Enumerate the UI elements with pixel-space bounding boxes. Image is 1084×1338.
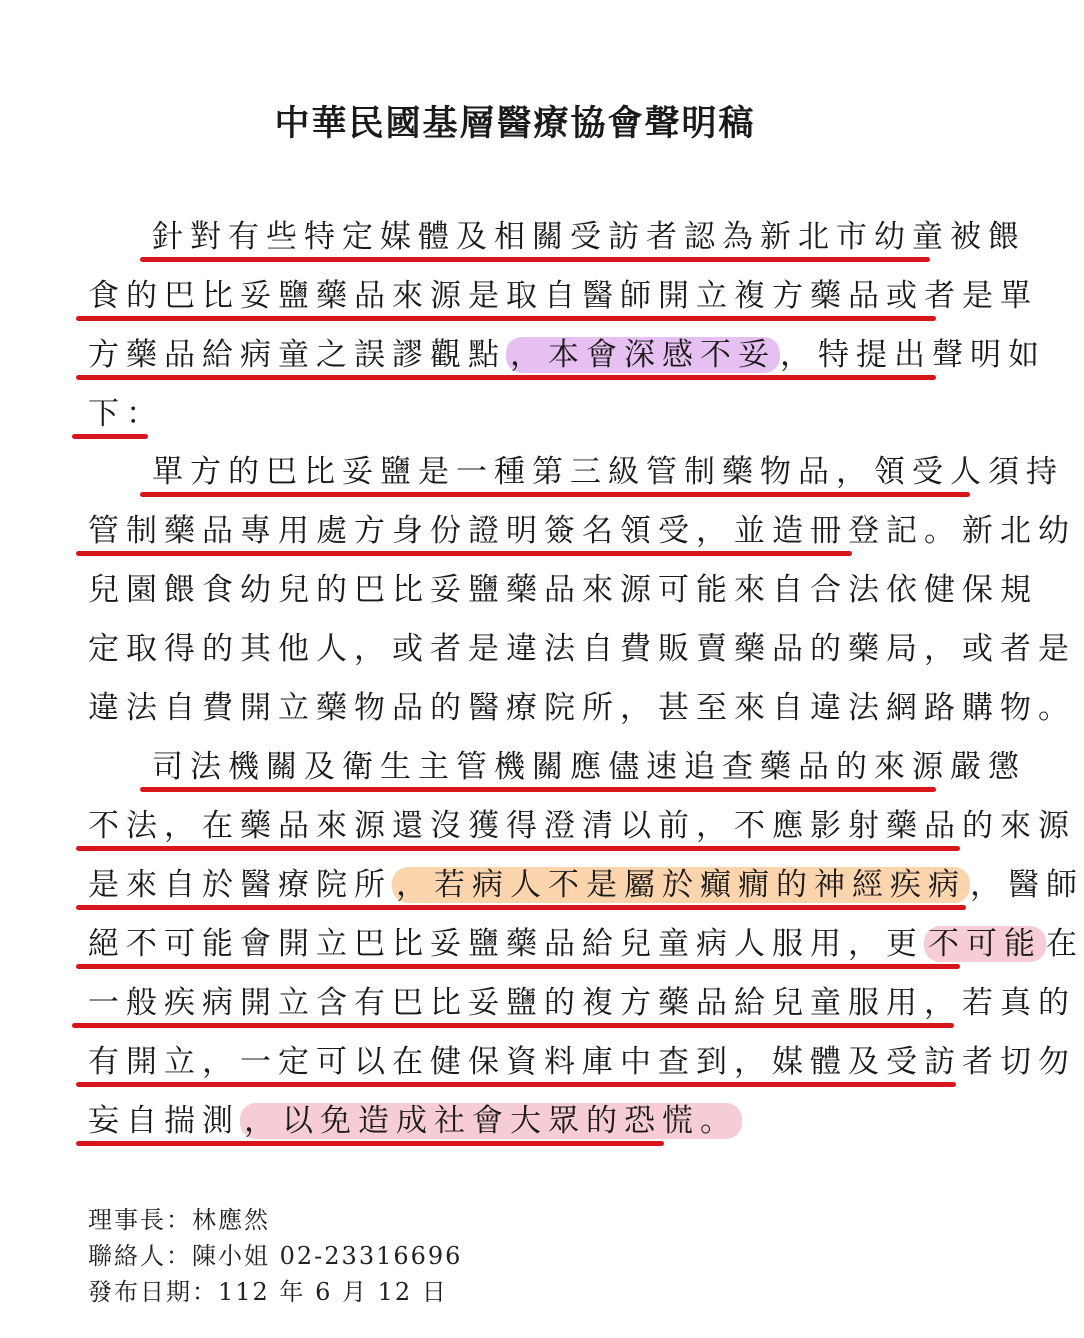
red-underline: [72, 434, 148, 439]
p1-line2: 食的巴比妥鹽藥品來源是取自醫師開立複方藥品或者是單: [88, 278, 1038, 314]
p3-line3: [88, 865, 1084, 905]
p2-line1: 單方的巴比妥鹽是一種第三級管制藥物品，領受人須持: [152, 454, 1064, 490]
p1-line3-text-a: 方藥品給病童之誤謬觀點: [88, 337, 506, 373]
p3-line2: 不法，在藥品來源還沒獲得澄清以前，不應影射藥品的來源: [88, 808, 1076, 844]
p3-line3-text-b: ，醫師: [970, 867, 1084, 903]
p2-line3: 兒園餵食幼兒的巴比妥鹽藥品來源可能來自合法依健保規: [88, 572, 1038, 608]
red-underline: [72, 1023, 954, 1028]
page-title: 中華民國基層醫療協會聲明稿: [274, 104, 756, 144]
p3-line5: 一般疾病開立含有巴比妥鹽的複方藥品給兒童服用，若真的: [88, 985, 1076, 1021]
p2-line4: 定取得的其他人，或者是違法自費販賣藥品的藥局，或者是: [88, 631, 1076, 667]
p1-line3: [88, 335, 1046, 375]
red-underline: [140, 257, 930, 262]
p3-line6: 有開立，一定可以在健保資料庫中查到，媒體及受訪者切勿: [88, 1044, 1076, 1080]
highlight-pink: ，以免造成社會大眾的恐慌。: [240, 1103, 742, 1139]
highlight-purple: ，本會深感不妥: [506, 337, 780, 373]
red-underline: [76, 964, 960, 969]
p3-line4-text-b: 在: [1046, 926, 1084, 962]
p1-line3-text-b: ，特提出聲明如: [780, 337, 1046, 373]
p2-line5: 違法自費開立藥物品的醫療院所，甚至來自違法網路購物。: [88, 690, 1076, 726]
p3-line4-text-a: 絕不可能會開立巴比妥鹽藥品給兒童病人服用，更: [88, 926, 924, 962]
red-underline: [76, 905, 966, 910]
p1-line4: 下：: [88, 396, 164, 432]
p3-line7: [88, 1101, 742, 1141]
red-underline: [76, 375, 936, 380]
red-underline: [76, 1082, 956, 1087]
p1-line1: 針對有些特定媒體及相關受訪者認為新北市幼童被餵: [152, 219, 1026, 255]
red-underline: [76, 316, 936, 321]
p2-line2: 管制藥品專用處方身份證明簽名領受，並造冊登記。新北幼: [88, 513, 1076, 549]
p3-line7-text-a: 妄自揣測: [88, 1103, 240, 1139]
highlight-pink: 不可能: [924, 926, 1046, 962]
red-underline: [140, 492, 970, 497]
red-underline: [140, 787, 936, 792]
footer-contact: 聯絡人：陳小姐 02-23316696: [88, 1242, 463, 1270]
red-underline: [76, 846, 960, 851]
p3-line3-text-a: 是來自於醫療院所: [88, 867, 392, 903]
red-underline: [76, 551, 852, 556]
red-underline: [76, 1141, 664, 1146]
highlight-orange: ，若病人不是屬於癲癇的神經疾病: [392, 867, 970, 903]
p3-line1: 司法機關及衛生主管機關應儘速追查藥品的來源嚴懲: [152, 749, 1026, 785]
p3-line4: [88, 924, 1084, 964]
footer-chairman: 理事長：林應然: [88, 1206, 270, 1234]
footer-date: 發布日期：112 年 6 月 12 日: [88, 1278, 448, 1306]
